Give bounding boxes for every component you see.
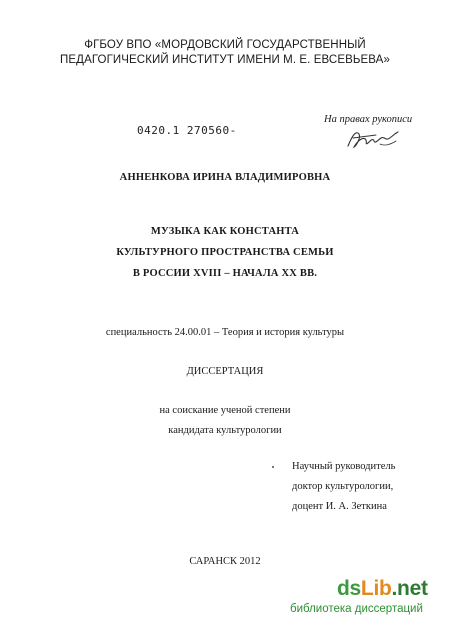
watermark-subtitle: библиотека диссертаций xyxy=(290,603,423,615)
supervisor-line-1: Научный руководитель xyxy=(292,461,396,472)
specialty: специальность 24.00.01 – Теория и история культуры xyxy=(105,327,345,338)
title-line-1: МУЗЫКА КАК КОНСТАНТА xyxy=(150,226,300,237)
rights-label: На правах рукописи xyxy=(324,114,413,125)
degree-line-1: на соискание ученой степени xyxy=(159,405,291,416)
document-type: ДИССЕРТАЦИЯ xyxy=(186,366,264,377)
watermark-domain-net: .net xyxy=(391,577,428,600)
supervisor-line-2: доктор культурологии, xyxy=(292,481,394,492)
institution-line-2: ПЕДАГОГИЧЕСКИЙ ИНСТИТУТ ИМЕНИ М. Е. ЕВСЕВЬЕВА» xyxy=(60,54,390,66)
institution-line-1: ФГБОУ ВПО «МОРДОВСКИЙ ГОСУДАРСТВЕННЫЙ xyxy=(84,39,366,51)
degree-line-2: кандидата культурологии xyxy=(168,425,282,436)
watermark-domain-ds: ds xyxy=(337,577,361,600)
document-number: 0420.1 270560- xyxy=(137,124,237,137)
handwritten-signature-icon xyxy=(344,126,404,152)
author-name: АННЕНКОВА ИРИНА ВЛАДИМИРОВНА xyxy=(119,172,331,183)
watermark-domain-lib: Lib xyxy=(360,577,392,600)
stray-mark xyxy=(272,466,274,468)
supervisor-line-3: доцент И. А. Зеткина xyxy=(292,501,387,512)
city-year: САРАНСК 2012 xyxy=(189,556,261,567)
title-line-3: В РОССИИ XVIII – НАЧАЛА XX ВВ. xyxy=(132,268,318,279)
title-line-2: КУЛЬТУРНОГО ПРОСТРАНСТВА СЕМЬИ xyxy=(116,247,334,258)
watermark-domain xyxy=(317,577,445,601)
watermark-logo xyxy=(290,577,445,616)
